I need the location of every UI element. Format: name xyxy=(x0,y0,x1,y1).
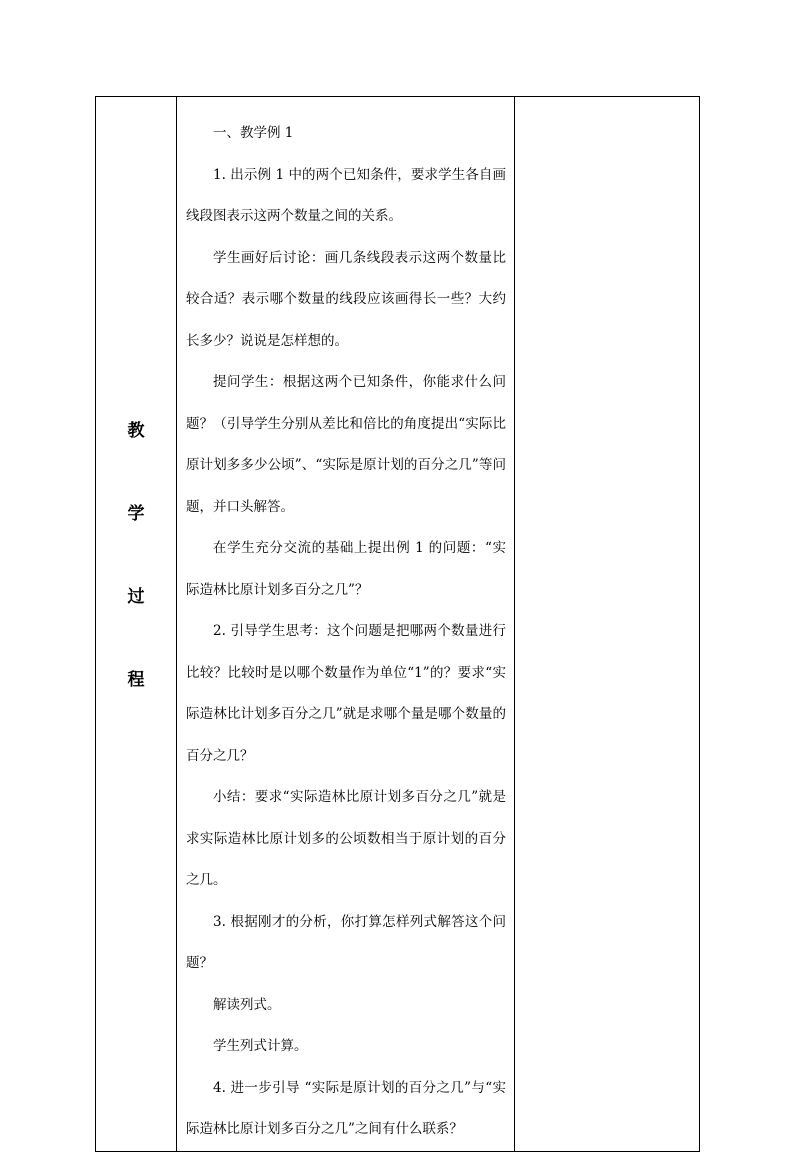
content-paragraph: 一、教学例 1 xyxy=(213,125,294,141)
section-label xyxy=(96,421,176,753)
content-paragraph: 1. 出示例 1 中的两个已知条件，要求学生各自画线段图表示这两个数量之间的关系。 xyxy=(186,166,506,224)
content-paragraph: 在学生充分交流的基础上提出例 1 的问题：“实际造林比原计划多百分之几”？ xyxy=(186,540,506,598)
section-label-cell xyxy=(96,97,177,1152)
section-label-char: 过 xyxy=(127,587,145,607)
lesson-table xyxy=(95,96,700,1152)
content-paragraph: 学生列式计算。 xyxy=(213,1038,308,1054)
section-label-char: 程 xyxy=(127,670,145,690)
notes-cell xyxy=(515,97,700,1152)
table-row xyxy=(96,97,700,1152)
content-paragraph: 学生画好后讨论：画几条线段表示这两个数量比较合适？表示哪个数量的线段应该画得长一些？大约长多少？说说是怎样想的。 xyxy=(186,249,506,349)
teaching-content-cell xyxy=(177,97,515,1152)
content-paragraph: 2. 引导学生思考：这个问题是把哪两个数量进行比较？比较时是以哪个数量作为单位“1”的？要求“实际造林比计划多百分之几”就是求哪个量是哪个数量的百分之几？ xyxy=(186,623,506,764)
content-paragraph: 4. 进一步引导 “实际是原计划的百分之几”与“实际造林比原计划多百分之几”之间有什么联系？ xyxy=(186,1079,506,1137)
content-paragraph: 3. 根据刚才的分析，你打算怎样列式解答这个问题？ xyxy=(186,913,506,971)
section-label-char: 教 xyxy=(127,421,145,441)
content-paragraph: 提问学生：根据这两个已知条件，你能求什么问题？（引导学生分别从差比和倍比的角度提出“实际比原计划多多少公顷”、“实际是原计划的百分之几”等问题，并口头解答。 xyxy=(186,374,506,515)
content-paragraph: 解读列式。 xyxy=(213,996,281,1013)
section-label-char: 学 xyxy=(127,504,145,524)
content-paragraph: 小结：要求“实际造林比原计划多百分之几”就是求实际造林比原计划多的公顷数相当于原计划的百分之几。 xyxy=(186,789,506,888)
teaching-content xyxy=(177,97,514,1151)
